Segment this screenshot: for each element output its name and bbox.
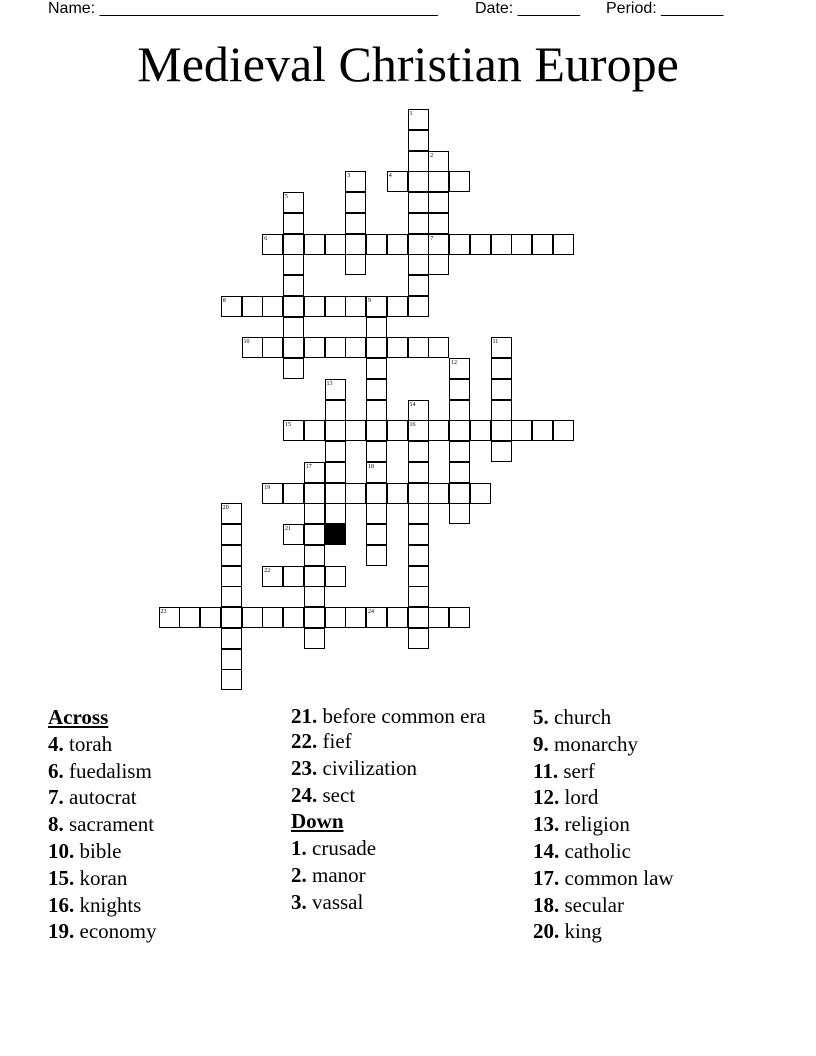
grid-cell[interactable] — [449, 234, 470, 255]
grid-cell[interactable] — [304, 234, 325, 255]
grid-cell[interactable] — [283, 607, 304, 628]
grid-cell[interactable] — [283, 358, 304, 379]
grid-cell[interactable] — [325, 566, 346, 587]
grid-cell[interactable] — [449, 441, 470, 462]
clue-down-2: 2. manor — [291, 862, 366, 887]
grid-cell[interactable] — [532, 420, 553, 441]
clue-down-18: 18. secular — [533, 892, 624, 917]
clue-number-label: 24 — [368, 609, 374, 615]
clue-number-label: 5 — [285, 194, 288, 200]
grid-cell[interactable] — [449, 420, 470, 441]
down-heading: Down — [291, 809, 344, 834]
grid-cell[interactable] — [428, 420, 449, 441]
clue-column-3 — [533, 704, 773, 945]
grid-cell[interactable] — [366, 420, 387, 441]
clue-across-24: 24. sect — [291, 782, 356, 807]
clue-number-label: 22 — [264, 567, 271, 574]
grid-cell[interactable] — [345, 213, 366, 234]
grid-cell[interactable] — [345, 192, 366, 213]
across-heading: Across — [48, 705, 109, 729]
grid-cell[interactable] — [449, 503, 470, 524]
clue-number-label: 4 — [388, 173, 392, 180]
grid-cell[interactable] — [366, 400, 387, 421]
grid-cell[interactable] — [242, 296, 263, 317]
grid-cell[interactable] — [345, 420, 366, 441]
grid-cell[interactable] — [491, 400, 512, 421]
grid-cell[interactable] — [366, 317, 387, 338]
grid-cell[interactable] — [553, 420, 574, 441]
grid-cell[interactable] — [304, 420, 325, 441]
grid-cell[interactable] — [304, 337, 325, 358]
clue-down-11: 11. serf — [533, 758, 595, 783]
grid-cell[interactable] — [408, 628, 429, 649]
name-field[interactable]: Name: ______________________________________ — [48, 0, 438, 17]
grid-cell[interactable] — [408, 524, 429, 545]
grid-cell[interactable] — [283, 296, 304, 317]
grid-cell[interactable] — [408, 130, 429, 151]
grid-cell[interactable] — [283, 317, 304, 338]
grid-cell[interactable] — [387, 607, 408, 628]
grid-cell[interactable] — [449, 483, 470, 504]
grid-cell[interactable] — [304, 296, 325, 317]
grid-cell[interactable] — [408, 213, 429, 234]
grid-cell[interactable] — [283, 483, 304, 504]
grid-cell[interactable] — [242, 607, 263, 628]
grid-cell[interactable] — [553, 234, 574, 255]
clue-down-12: 12. lord — [533, 785, 599, 810]
grid-cell[interactable] — [428, 213, 449, 234]
grid-cell[interactable] — [387, 296, 408, 317]
clue-down-1: 1. crusade — [291, 836, 377, 861]
grid-cell[interactable] — [200, 607, 221, 628]
grid-cell[interactable] — [325, 441, 346, 462]
clue-down-9: 9. monarchy — [533, 731, 638, 756]
clue-number-label: 6 — [264, 235, 268, 242]
grid-cell[interactable] — [366, 524, 387, 545]
clue-number-label: 3 — [347, 173, 351, 180]
grid-cell[interactable] — [428, 483, 449, 504]
grid-cell[interactable] — [408, 151, 429, 172]
grid-cell[interactable] — [470, 483, 491, 504]
grid-cell[interactable] — [366, 441, 387, 462]
grid-cell[interactable] — [408, 545, 429, 566]
clue-across-19: 19. economy — [48, 919, 157, 944]
clue-column-1 — [48, 704, 273, 945]
grid-cell[interactable] — [179, 607, 200, 628]
grid-cell[interactable] — [345, 296, 366, 317]
grid-cell[interactable] — [304, 566, 325, 587]
grid-cell[interactable] — [283, 254, 304, 275]
clue-down-13: 13. religion — [533, 812, 630, 837]
grid-cell[interactable] — [408, 607, 429, 628]
grid-cell[interactable] — [408, 586, 429, 607]
grid-cell[interactable] — [428, 337, 449, 358]
clue-number-label: 2 — [430, 152, 434, 159]
grid-cell[interactable] — [387, 420, 408, 441]
clue-across-7: 7. autocrat — [48, 785, 137, 810]
grid-cell[interactable] — [325, 483, 346, 504]
grid-cell[interactable] — [221, 566, 242, 587]
clue-down-3: 3. vassal — [291, 889, 364, 914]
grid-cell[interactable] — [345, 254, 366, 275]
clue-number-label: 15 — [285, 422, 291, 429]
clue-down-5: 5. church — [533, 705, 612, 729]
grid-cell[interactable] — [325, 503, 346, 524]
grid-cell[interactable] — [408, 462, 429, 483]
grid-cell[interactable] — [283, 234, 304, 255]
grid-cell[interactable] — [366, 379, 387, 400]
grid-cell[interactable] — [366, 358, 387, 379]
grid-cell[interactable] — [470, 234, 491, 255]
clue-number-label: 14 — [409, 401, 416, 408]
grid-cell[interactable] — [449, 400, 470, 421]
clue-number-label: 1 — [409, 111, 413, 117]
grid-cell[interactable] — [304, 628, 325, 649]
grid-cell[interactable] — [283, 213, 304, 234]
grid-cell[interactable] — [366, 483, 387, 504]
clue-number-label: 9 — [368, 297, 371, 304]
grid-cell[interactable] — [366, 234, 387, 255]
grid-cell[interactable] — [262, 296, 283, 317]
clue-number-label: 16 — [409, 422, 416, 429]
grid-cell[interactable] — [408, 171, 429, 192]
grid-cell[interactable] — [221, 649, 242, 670]
grid-cell[interactable] — [345, 337, 366, 358]
grid-cell[interactable] — [449, 379, 470, 400]
grid-cell[interactable] — [366, 503, 387, 524]
grid-cell[interactable] — [366, 337, 387, 358]
grid-cell[interactable] — [262, 337, 283, 358]
clue-down-14: 14. catholic — [533, 838, 631, 863]
clue-number-label: 21 — [285, 526, 291, 532]
grid-cell[interactable] — [325, 462, 346, 483]
grid-cell[interactable] — [262, 607, 283, 628]
grid-cell[interactable] — [387, 337, 408, 358]
clue-number-label: 8 — [222, 297, 226, 304]
grid-cell[interactable] — [408, 192, 429, 213]
grid-cell[interactable] — [283, 275, 304, 296]
clue-across-10: 10. bible — [48, 838, 122, 863]
grid-cell[interactable] — [408, 234, 429, 255]
grid-cell[interactable] — [428, 607, 449, 628]
grid-cell[interactable] — [221, 586, 242, 607]
grid-cell[interactable] — [491, 441, 512, 462]
grid-cell[interactable] — [221, 607, 242, 628]
clue-number-label: 12 — [451, 360, 457, 366]
clue-down-20: 20. king — [533, 919, 602, 944]
period-field[interactable]: Period: _______ — [606, 0, 724, 17]
grid-block-cell — [325, 524, 346, 545]
grid-cell[interactable] — [304, 524, 325, 545]
grid-cell[interactable] — [325, 607, 346, 628]
grid-cell[interactable] — [304, 545, 325, 566]
grid-cell[interactable] — [345, 483, 366, 504]
grid-cell[interactable] — [449, 462, 470, 483]
grid-cell[interactable] — [408, 337, 429, 358]
grid-cell[interactable] — [470, 420, 491, 441]
clue-number-label: 20 — [222, 505, 229, 512]
grid-cell[interactable] — [491, 234, 512, 255]
grid-cell[interactable] — [325, 420, 346, 441]
date-field[interactable]: Date: _______ — [475, 0, 580, 17]
grid-cell[interactable] — [491, 379, 512, 400]
grid-cell[interactable] — [428, 254, 449, 275]
clue-across-6: 6. fuedalism — [48, 758, 152, 783]
clue-column-2 — [291, 704, 496, 916]
grid-cell[interactable] — [511, 420, 532, 441]
grid-cell[interactable] — [221, 545, 242, 566]
clue-number-label: 11 — [492, 339, 499, 346]
grid-cell[interactable] — [304, 483, 325, 504]
clue-number-label: 17 — [305, 463, 312, 470]
clue-across-22: 22. fief — [291, 729, 352, 753]
grid-cell[interactable] — [408, 275, 429, 296]
clue-number-label: 18 — [368, 463, 374, 470]
grid-cell[interactable] — [408, 296, 429, 317]
clue-down-17: 17. common law — [533, 865, 674, 890]
grid-cell[interactable] — [449, 171, 470, 192]
grid-cell[interactable] — [428, 192, 449, 213]
clue-across-16: 16. knights — [48, 892, 142, 917]
grid-cell[interactable] — [345, 607, 366, 628]
grid-cell[interactable] — [325, 400, 346, 421]
grid-cell[interactable] — [221, 669, 242, 690]
grid-cell[interactable] — [387, 483, 408, 504]
grid-cell[interactable] — [491, 358, 512, 379]
grid-cell[interactable] — [511, 234, 532, 255]
clue-across-15: 15. koran — [48, 865, 128, 890]
grid-cell[interactable] — [408, 254, 429, 275]
grid-cell[interactable] — [366, 545, 387, 566]
grid-cell[interactable] — [325, 337, 346, 358]
puzzle-title: Medieval Christian Europe — [137, 36, 679, 92]
clue-across-21: 21. before common era — [291, 704, 486, 728]
grid-cell[interactable] — [304, 503, 325, 524]
grid-cell[interactable] — [283, 337, 304, 358]
clue-across-23: 23. civilization — [291, 755, 417, 780]
grid-cell[interactable] — [449, 607, 470, 628]
clue-number-label: 23 — [160, 609, 167, 615]
clue-number-label: 13 — [326, 380, 333, 387]
grid-cell[interactable] — [408, 483, 429, 504]
grid-cell[interactable] — [221, 628, 242, 649]
clue-across-8: 8. sacrament — [48, 812, 155, 837]
grid-cell[interactable] — [221, 524, 242, 545]
clue-number-label: 7 — [430, 235, 434, 242]
grid-cell[interactable] — [491, 420, 512, 441]
clue-across-4: 4. torah — [48, 731, 113, 756]
grid-cell[interactable] — [408, 441, 429, 462]
grid-cell[interactable] — [345, 234, 366, 255]
grid-cell[interactable] — [325, 234, 346, 255]
grid-cell[interactable] — [387, 234, 408, 255]
grid-cell[interactable] — [532, 234, 553, 255]
grid-cell[interactable] — [428, 171, 449, 192]
grid-cell[interactable] — [283, 566, 304, 587]
grid-cell[interactable] — [408, 566, 429, 587]
clue-number-label: 10 — [243, 339, 250, 346]
grid-cell[interactable] — [325, 296, 346, 317]
clue-number-label: 19 — [264, 484, 271, 491]
grid-cell[interactable] — [408, 503, 429, 524]
grid-cell[interactable] — [304, 586, 325, 607]
grid-cell[interactable] — [304, 607, 325, 628]
